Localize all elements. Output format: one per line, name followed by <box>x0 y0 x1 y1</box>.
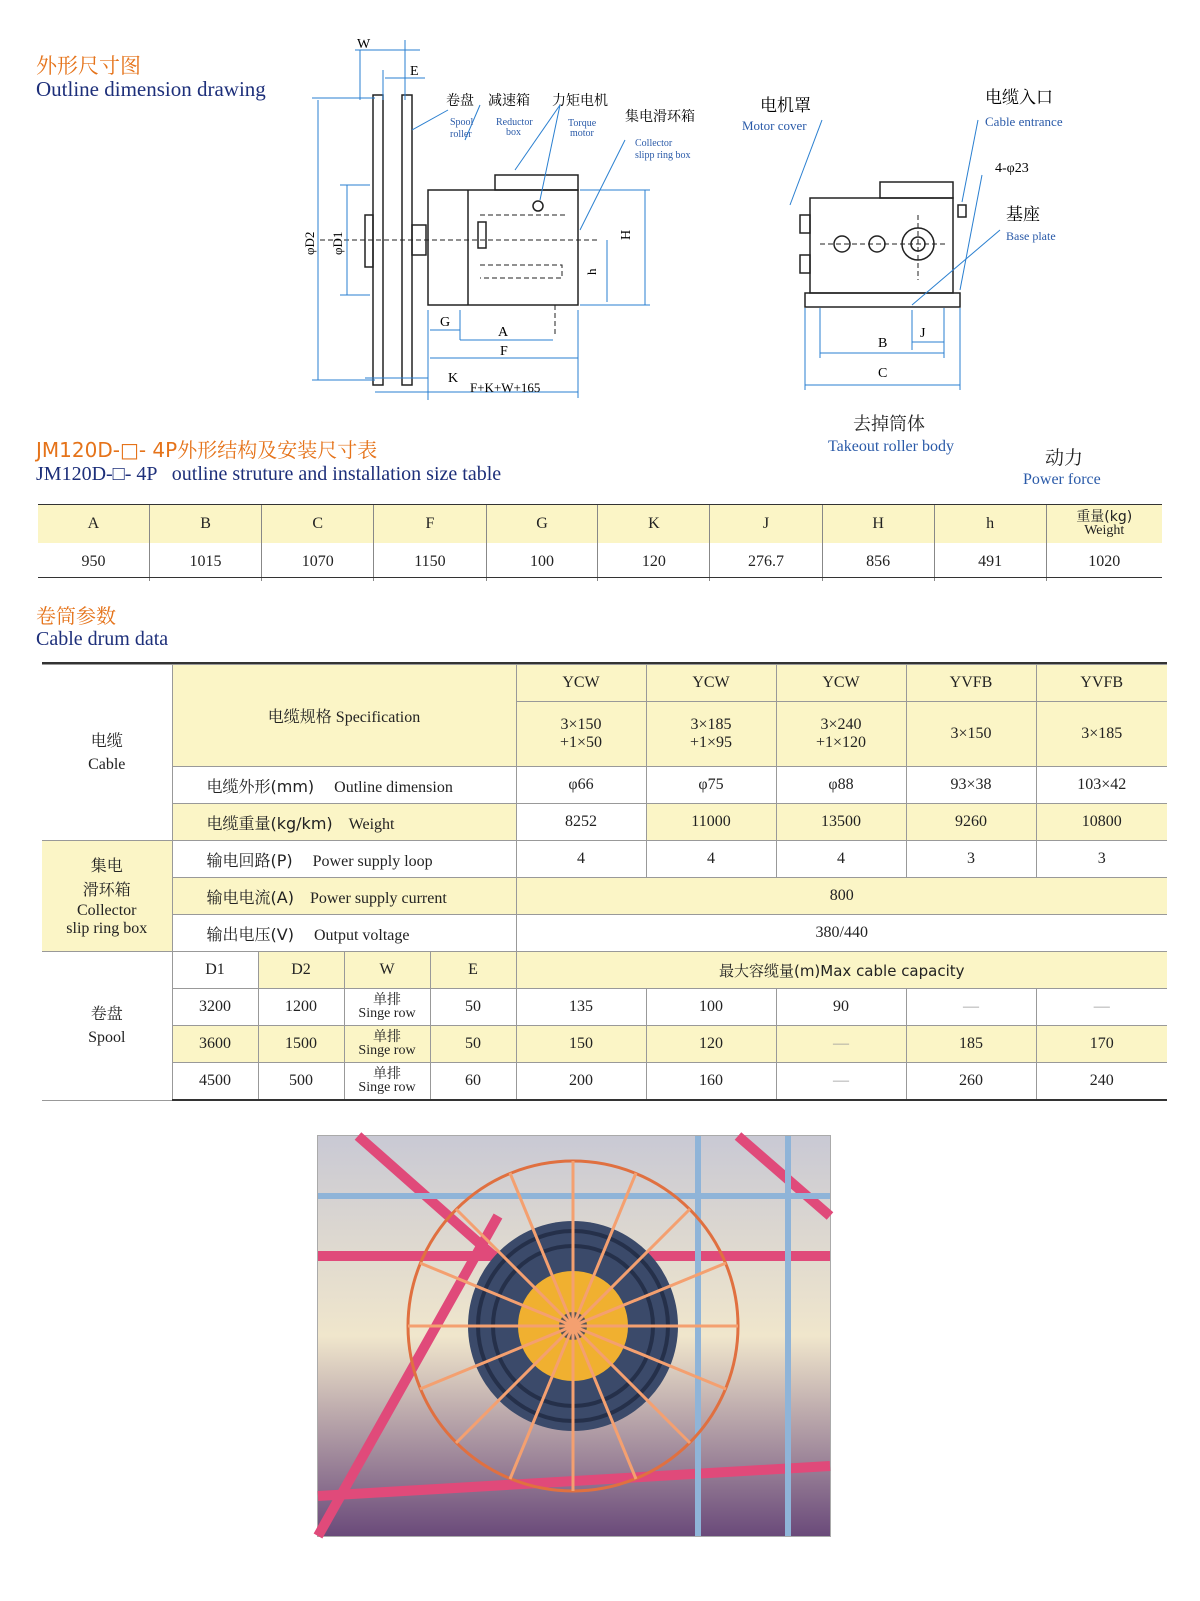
label-motor-cover-en: Motor cover <box>742 118 807 133</box>
label-spool-en2: roller <box>450 129 472 140</box>
drum-title-zh: 卷筒参数 <box>36 604 116 628</box>
label-base-plate-en: Base plate <box>1006 229 1056 243</box>
current-zh: 输电电流(A) <box>206 887 294 907</box>
spool-e: 60 <box>430 1063 516 1101</box>
size-cell <box>906 702 1036 767</box>
dim-h: h <box>584 268 599 275</box>
size-table-title-zh: JM120D-□- 4P外形结构及安装尺寸表 <box>36 438 378 462</box>
cable-zh: 电缆 <box>90 730 123 750</box>
spool-w <box>344 989 430 1026</box>
outline-value: φ75 <box>646 767 776 804</box>
dim-H: H <box>619 229 634 240</box>
single-en: Singe row <box>358 1080 416 1095</box>
size-header: h <box>934 505 1046 543</box>
spool-header: D2 <box>258 952 344 989</box>
size-line: +1×95 <box>689 734 733 751</box>
dim-formula: F+K+W+165 <box>470 380 541 395</box>
size-line: +1×120 <box>815 734 867 751</box>
capacity-value: 135 <box>516 989 646 1026</box>
size-header: H <box>822 505 934 543</box>
loop-label <box>172 841 516 878</box>
capacity-value: 120 <box>646 1026 776 1063</box>
outline-label <box>172 767 516 804</box>
weight-value: 13500 <box>776 804 906 841</box>
spool-w <box>344 1026 430 1063</box>
weight-value: 11000 <box>646 804 776 841</box>
single-en: Singe row <box>358 1043 416 1058</box>
size-header: F <box>374 505 486 543</box>
dim-D1: φD1 <box>330 231 345 255</box>
label-motor-cover-zh: 电机罩 <box>760 96 811 116</box>
reel-illustration <box>318 1136 830 1536</box>
loop-value: 4 <box>516 841 646 878</box>
loop-zh: 输电回路(P) <box>206 850 293 870</box>
label-collector-en2: slipp ring box <box>635 150 691 161</box>
label-torque-zh: 力矩电机 <box>552 93 608 109</box>
drum-title-en: Cable drum data <box>36 628 169 650</box>
cable-group <box>42 665 172 841</box>
spool-d1: 3600 <box>172 1026 258 1063</box>
outline-en: Outline dimension <box>334 778 453 796</box>
size-line: 3×185 <box>690 716 732 733</box>
size-cell <box>776 702 906 767</box>
size-header: J <box>710 505 822 543</box>
spec-en: Specification <box>335 709 421 726</box>
model-cell: YCW <box>646 665 776 702</box>
size-value: 100 <box>486 543 598 581</box>
current-value: 800 <box>516 878 1167 915</box>
label-reductor-zh: 减速箱 <box>488 93 530 109</box>
spool-w <box>344 1063 430 1101</box>
weight-value: 9260 <box>906 804 1036 841</box>
current-en: Power supply current <box>309 889 447 907</box>
size-cell <box>646 702 776 767</box>
weight-value: 10800 <box>1036 804 1167 841</box>
weight-value: 8252 <box>516 804 646 841</box>
single-zh: 单排 <box>373 1029 401 1045</box>
loop-en: Power supply loop <box>312 852 433 870</box>
size-line: +1×50 <box>559 734 603 751</box>
capacity-value: 185 <box>906 1026 1036 1063</box>
label-base-plate-zh: 基座 <box>1006 205 1040 225</box>
model-cell: YCW <box>516 665 646 702</box>
capacity-value: — <box>1036 989 1167 1026</box>
drum-table <box>42 664 1167 1101</box>
spec-zh: 电缆规格 <box>267 707 332 726</box>
weight-zh: 电缆重量(kg/km) <box>206 813 333 833</box>
label-reductor-en2: box <box>506 127 521 138</box>
outline-value: 103×42 <box>1036 767 1167 804</box>
model-cell: YCW <box>776 665 906 702</box>
label-holes: 4-φ23 <box>995 161 1029 176</box>
single-zh: 单排 <box>373 992 401 1008</box>
outline-value: φ88 <box>776 767 906 804</box>
size-table-title-en: JM120D-□- 4P outline struture and installation size table <box>36 463 502 485</box>
size-table <box>38 505 1162 581</box>
capacity-value: — <box>906 989 1036 1026</box>
reductor-box <box>428 190 578 305</box>
collector-en1: Collector <box>76 902 137 919</box>
label-torque-en1: Torque <box>568 118 597 129</box>
label-collector-zh: 集电滑环箱 <box>625 109 695 125</box>
dim-W: W <box>357 37 371 52</box>
spool-e: 50 <box>430 989 516 1026</box>
spool-d2: 1200 <box>258 989 344 1026</box>
model-cell: YVFB <box>1036 665 1167 702</box>
spool-header: D1 <box>172 952 258 989</box>
voltage-value: 380/440 <box>516 915 1167 952</box>
power-en: Power force <box>1023 471 1101 488</box>
weight-en: Weight <box>348 815 395 833</box>
dim-D2: φD2 <box>302 231 317 255</box>
spool-zh: 卷盘 <box>90 1003 123 1023</box>
size-line: 3×185 <box>1081 725 1123 742</box>
spool-header: E <box>430 952 516 989</box>
takeout-en: Takeout roller body <box>828 438 954 455</box>
weight-label <box>172 804 516 841</box>
voltage-label <box>172 915 516 952</box>
label-torque-en2: motor <box>570 128 594 139</box>
capacity-value: 260 <box>906 1063 1036 1101</box>
size-header-weight <box>1046 505 1162 543</box>
size-value: 950 <box>38 543 149 581</box>
dim-J: J <box>920 326 926 341</box>
label-collector-en1: Collector <box>635 138 673 149</box>
size-value: 120 <box>598 543 710 581</box>
voltage-zh: 输出电压(V) <box>206 924 294 944</box>
size-header: K <box>598 505 710 543</box>
spool-d2: 1500 <box>258 1026 344 1063</box>
outline-title-en: Outline dimension drawing <box>36 77 266 101</box>
capacity-value: 100 <box>646 989 776 1026</box>
spool-d1: 3200 <box>172 989 258 1026</box>
model-cell: YVFB <box>906 665 1036 702</box>
label-cable-entrance-en: Cable entrance <box>985 114 1063 129</box>
size-line: 3×150 <box>560 716 602 733</box>
capacity-value: 160 <box>646 1063 776 1101</box>
front-base <box>805 293 960 307</box>
loop-value: 3 <box>906 841 1036 878</box>
dim-F: F <box>500 344 508 359</box>
dim-C: C <box>878 366 888 381</box>
size-value: 1015 <box>149 543 261 581</box>
cable-en: Cable <box>88 755 126 773</box>
size-value: 1070 <box>262 543 374 581</box>
loop-value: 4 <box>646 841 776 878</box>
size-cell <box>1036 702 1167 767</box>
cable-reel-photo <box>317 1135 831 1537</box>
spool-d2: 500 <box>258 1063 344 1101</box>
size-value: 1150 <box>374 543 486 581</box>
capacity-value: 170 <box>1036 1026 1167 1063</box>
spool-d1: 4500 <box>172 1063 258 1101</box>
size-header: C <box>262 505 374 543</box>
size-value: 856 <box>822 543 934 581</box>
size-header: A <box>38 505 149 543</box>
front-body <box>810 198 953 293</box>
capacity-value: — <box>776 1063 906 1101</box>
spool-e: 50 <box>430 1026 516 1063</box>
size-cell <box>516 702 646 767</box>
single-zh: 单排 <box>373 1066 401 1082</box>
collector-zh1: 集电 <box>90 856 123 875</box>
dim-B: B <box>878 336 888 351</box>
side-view-drawing <box>300 30 740 420</box>
size-value: 276.7 <box>710 543 822 581</box>
spool-en: Spool <box>88 1028 126 1046</box>
size-line: 3×240 <box>820 716 862 733</box>
spool-group <box>42 952 172 1101</box>
label-spool-zh: 卷盘 <box>446 93 474 109</box>
outline-value: φ66 <box>516 767 646 804</box>
single-en: Singe row <box>358 1006 416 1021</box>
loop-value: 3 <box>1036 841 1167 878</box>
collector-zh2: 滑环箱 <box>82 880 131 899</box>
outline-zh: 电缆外形(mm) <box>206 776 315 796</box>
size-line: 3×150 <box>950 725 992 742</box>
dim-K: K <box>448 371 459 386</box>
collector-group <box>42 841 172 952</box>
dim-G: G <box>440 315 451 330</box>
size-value: 1020 <box>1088 553 1121 570</box>
size-value: 491 <box>934 543 1046 581</box>
front-view-drawing <box>742 80 1090 420</box>
current-label <box>172 878 516 915</box>
loop-value: 4 <box>776 841 906 878</box>
capacity-value: 150 <box>516 1026 646 1063</box>
capacity-label: 最大容缆量(m)Max cable capacity <box>516 952 1167 989</box>
label-reductor-en1: Reductor <box>496 117 533 128</box>
capacity-value: 90 <box>776 989 906 1026</box>
spool-header: W <box>344 952 430 989</box>
spec-label <box>172 665 516 767</box>
collector-en2: slip ring box <box>66 920 148 937</box>
weight-en: Weight <box>1084 523 1125 538</box>
size-header: B <box>149 505 261 543</box>
label-spool-en1: Spool <box>450 117 474 128</box>
dim-E: E <box>410 64 419 79</box>
takeout-zh: 去掉筒体 <box>853 414 925 435</box>
dim-A: A <box>498 325 509 340</box>
outline-title-zh: 外形尺寸图 <box>36 54 141 78</box>
weight-zh: 重量(kg) <box>1076 509 1133 525</box>
capacity-value: — <box>776 1026 906 1063</box>
capacity-value: 200 <box>516 1063 646 1101</box>
outline-value: 93×38 <box>906 767 1036 804</box>
power-zh: 动力 <box>1045 447 1084 469</box>
voltage-en: Output voltage <box>313 926 410 944</box>
capacity-value: 240 <box>1036 1063 1167 1101</box>
label-cable-entrance-zh: 电缆入口 <box>985 88 1053 108</box>
size-header: G <box>486 505 598 543</box>
